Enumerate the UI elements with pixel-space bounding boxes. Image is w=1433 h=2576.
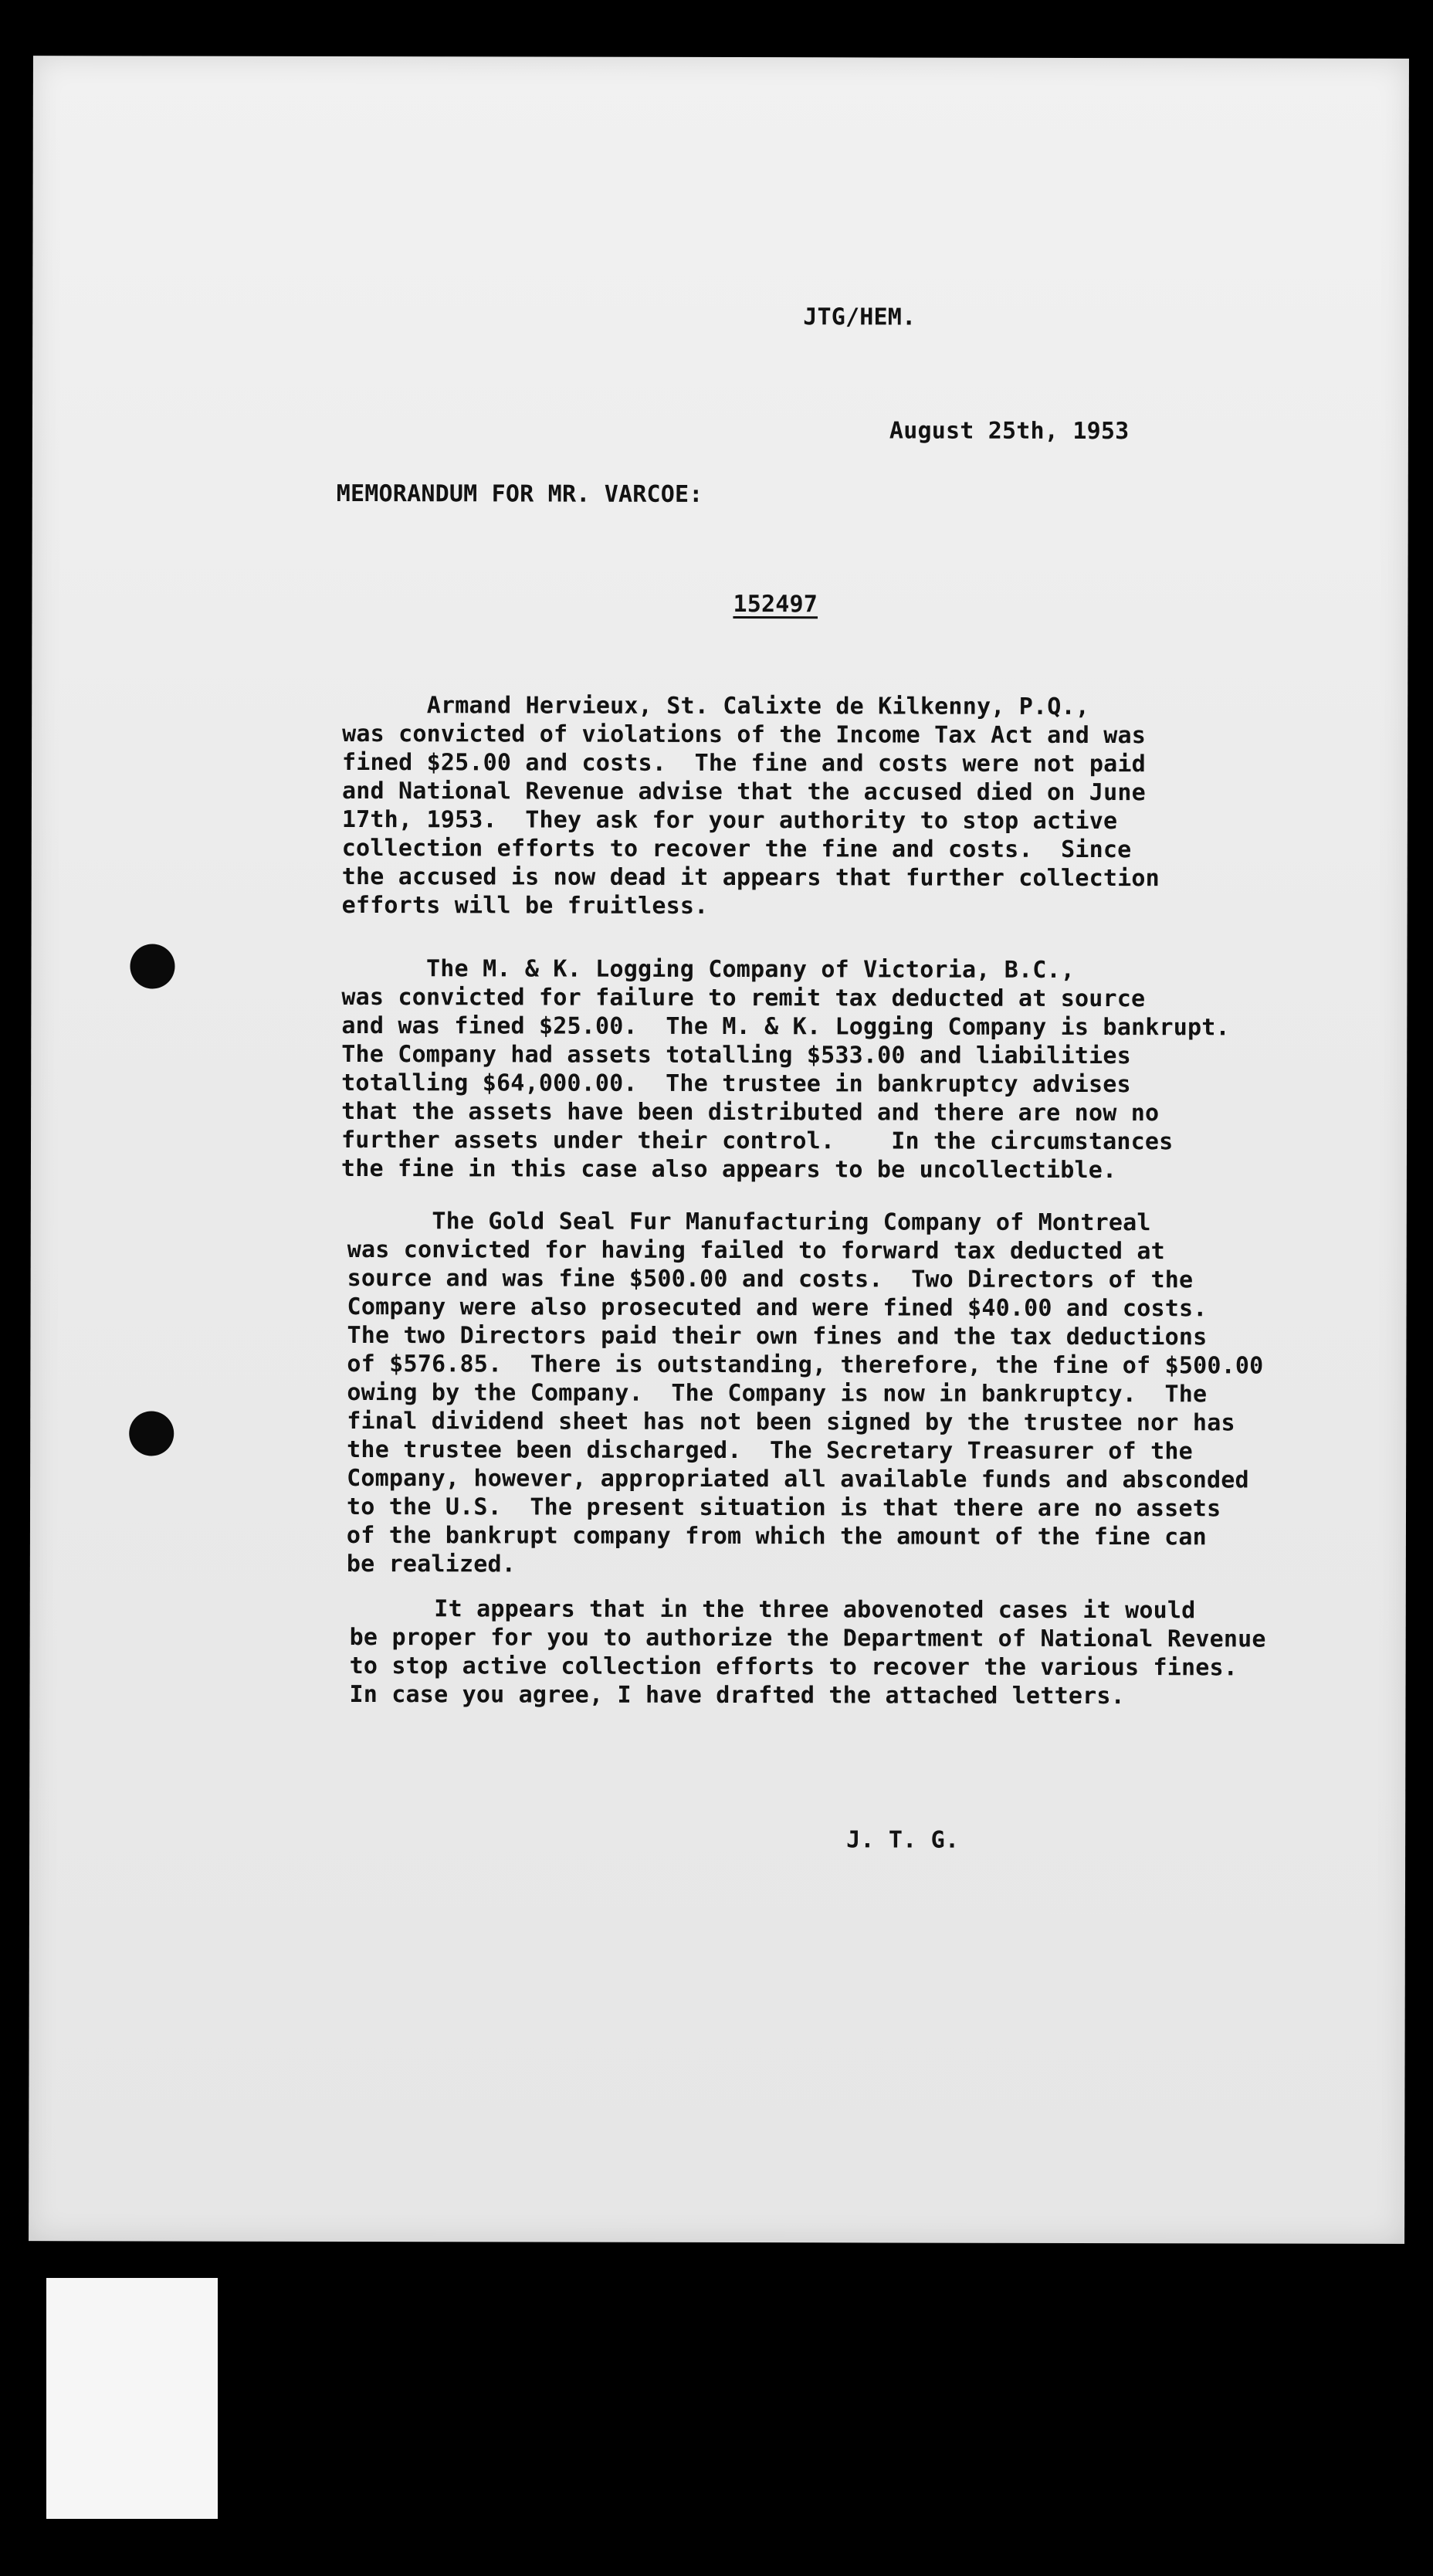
reference-initials: JTG/HEM. — [803, 303, 916, 331]
paragraph-line: 17th, 1953. They ask for your authority to stop active — [341, 805, 1118, 836]
paragraph-line: of the bankrupt company from which the amount of the fine can — [346, 1521, 1207, 1551]
paragraph-line: that the assets have been distributed and there are now no — [341, 1097, 1160, 1127]
paragraph-line: and was fined $25.00. The M. & K. Logging Company is bankrupt. — [341, 1012, 1230, 1042]
paragraph-line: The Gold Seal Fur Manufacturing Company of Montreal — [347, 1207, 1151, 1237]
paragraph-line: the accused is now dead it appears that further collection — [341, 863, 1160, 893]
paragraph-line: The Company had assets totalling $533.00 and liabilities — [341, 1040, 1131, 1070]
paragraph-line: Armand Hervieux, St. Calixte de Kilkenny, P.Q., — [342, 691, 1090, 721]
paragraph-gold-seal — [347, 1207, 1305, 1581]
paragraph-line: final dividend sheet has not been signed by the trustee nor has — [347, 1407, 1235, 1437]
punch-hole-bottom — [129, 1411, 174, 1456]
paragraph-line: was convicted for failure to remit tax deducted at source — [341, 983, 1146, 1013]
paragraph-line: to stop active collection efforts to recover the various fines. — [349, 1652, 1238, 1682]
scan-target-card — [46, 2278, 218, 2519]
file-number: 152497 — [733, 591, 818, 619]
paragraph-line: be realized. — [346, 1550, 517, 1578]
paragraph-line: It appears that in the three abovenoted cases it would — [349, 1595, 1196, 1625]
paragraph-line: collection efforts to recover the fine and costs. Since — [341, 834, 1132, 864]
paragraph-line: the trustee been discharged. The Secretary Treasurer of the — [347, 1435, 1193, 1466]
punch-hole-top — [130, 944, 174, 988]
paragraph-line: In case you agree, I have drafted the attached letters. — [349, 1680, 1125, 1710]
paragraph-line: Company, however, appropriated all available funds and absconded — [347, 1464, 1249, 1494]
paragraph-line: to the U.S. The present situation is that there are no assets — [346, 1493, 1221, 1523]
paragraph-line: source and was fine $500.00 and costs. Two Directors of the — [347, 1264, 1194, 1294]
paragraph-line: owing by the Company. The Company is now in bankruptcy. The — [347, 1378, 1208, 1408]
paragraph-line: was convicted of violations of the Income Tax Act and was — [342, 720, 1147, 750]
paragraph-line: was convicted for having failed to forward tax deducted at — [347, 1235, 1165, 1266]
paragraph-hervieux — [342, 691, 1300, 922]
paragraph-line: Company were also prosecuted and were fined $40.00 and costs. — [347, 1293, 1208, 1323]
paragraph-line: be proper for you to authorize the Department of National Revenue — [349, 1623, 1266, 1653]
paragraph-line: further assets under their control. In the circumstances — [340, 1126, 1174, 1156]
memo-addressee: MEMORANDUM FOR MR. VARCOE: — [336, 480, 703, 508]
paragraph-logging-company — [341, 954, 1299, 1185]
paragraph-line: The M. & K. Logging Company of Victoria, B.C., — [341, 954, 1076, 984]
paragraph-line: efforts will be fruitless. — [341, 891, 709, 920]
paragraph-line: The two Directors paid their own fines and the tax deductions — [347, 1321, 1208, 1351]
paragraph-conclusion — [349, 1595, 1306, 1711]
paragraph-line: and National Revenue advise that the accused died on June — [341, 777, 1146, 807]
author-initials: J. T. G. — [846, 1826, 960, 1854]
paragraph-line: fined $25.00 and costs. The fine and costs were not paid — [342, 748, 1147, 778]
memo-page — [29, 56, 1409, 2244]
paragraph-line: of $576.85. There is outstanding, therefore, the fine of $500.00 — [347, 1350, 1264, 1380]
paragraph-line: totalling $64,000.00. The trustee in bankruptcy advises — [341, 1069, 1131, 1099]
memo-date: August 25th, 1953 — [889, 417, 1130, 446]
paragraph-line: the fine in this case also appears to be uncollectible. — [340, 1154, 1117, 1185]
